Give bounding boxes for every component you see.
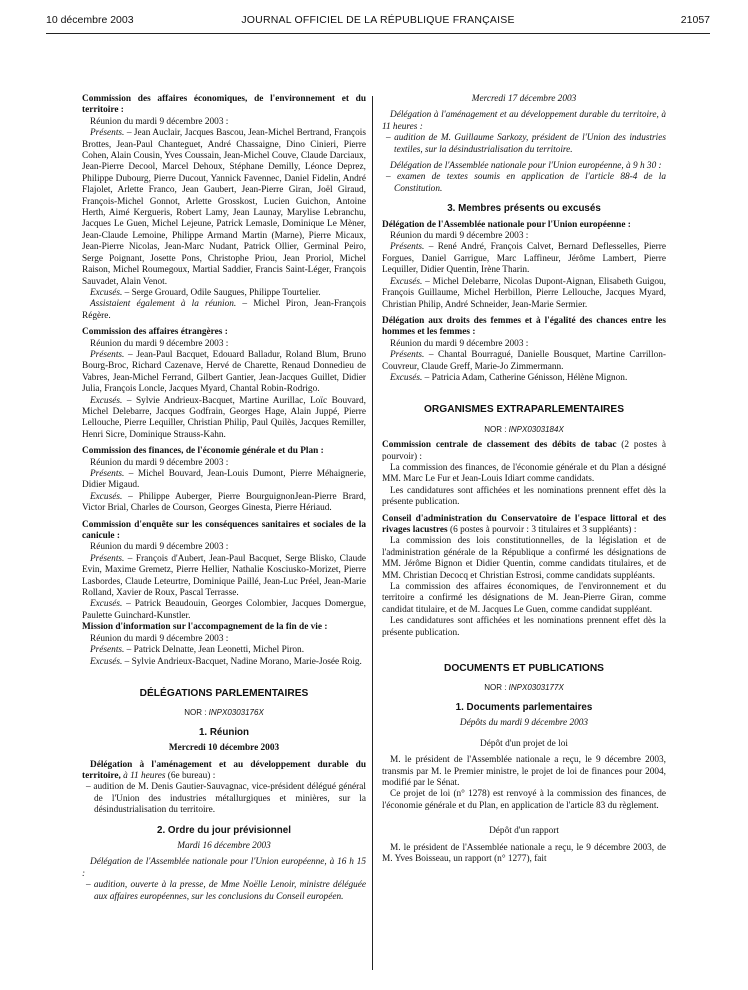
delegation-title: Délégation de l'Assemblée nationale pour l'Union européenne : bbox=[382, 219, 631, 230]
meeting-line: Réunion du mardi 9 décembre 2003 : bbox=[90, 116, 229, 127]
present-list: Présents. – Michel Bouvard, Jean-Louis Dumont, Pierre Méhaignerie, Didier Migaud. bbox=[82, 469, 366, 491]
mission-title: Mission d'information sur l'accompagnement de la fin de vie : bbox=[82, 622, 328, 633]
meeting-line: Réunion du mardi 9 décembre 2003 : bbox=[390, 338, 529, 349]
meeting-date: Mardi 16 décembre 2003 bbox=[177, 840, 271, 851]
section-heading-delegations: DÉLÉGATIONS PARLEMENTAIRES bbox=[139, 687, 309, 699]
agenda-item: – audition de M. Guillaume Sarkozy, président de l'Union des industries textiles, sur la désindustrialisation du territoire. bbox=[386, 133, 666, 155]
body-paragraph: Les candidatures sont affichées et les nominations prennent effet dès la présente publication. bbox=[382, 616, 666, 638]
nor-reference: NOR : INPX0303184X bbox=[484, 424, 564, 434]
organism-title: Conseil d'administration du Conservatoire de l'espace littoral et des rivages lacustres (6 postes à pourvoir : 3 titulaires et 3 suppléants) : bbox=[382, 513, 666, 535]
attending-list: Assistaient également à la réunion. – Michel Piron, Jean-François Régère. bbox=[82, 299, 366, 321]
present-list: Présents. – François d'Aubert, Jean-Paul Bacquet, Serge Blisko, Claude Evin, Maxime Gremetz, Pierre Hellier, Nathalie Kosciusko-Morizet, Pierre Lasbordes, Claude Leteurtre, Dominique Paillé, Jean-Luc Préel, Jean-Marie Rolland, Xavier de Roux, Pascal Terrasse. bbox=[82, 553, 366, 599]
subsection-heading: 1. Réunion bbox=[198, 726, 250, 738]
deposit-date: Dépôts du mardi 9 décembre 2003 bbox=[459, 718, 589, 729]
meeting-line: Réunion du mardi 9 décembre 2003 : bbox=[90, 542, 229, 553]
body-paragraph: M. le président de l'Assemblée nationale a reçu, le 9 décembre 2003, transmis par M. le Premier ministre, le projet de loi de finances pour 2004, modifié par le Sénat. bbox=[382, 755, 666, 788]
excused-list: Excusés. – Philippe Auberger, Pierre BourguignonJean-Pierre Brard, Victor Brial, Charles de Courson, Georges Ginesta, Pierre Hériaud. bbox=[82, 491, 366, 514]
present-list: Présents. – Jean-Paul Bacquet, Edouard Balladur, Roland Blum, Bruno Bourg-Broc, Richard Cazenave, Hervé de Charette, Renaud Donnedieu de Vabres, Jean-Michel Ferrand, Gilbert Gantier, Jean-Jacques Guillet, Didier Julia, François Loncle, Jacques Myard, Chantal Robin-Rodrigo. bbox=[82, 349, 366, 395]
delegation-title: Délégation de l'Assemblée nationale pour l'Union européenne, à 9 h 30 : bbox=[390, 161, 662, 172]
organism-title: Commission centrale de classement des débits de tabac (2 postes à pourvoir) : bbox=[382, 440, 666, 462]
section-heading-documents: DOCUMENTS ET PUBLICATIONS bbox=[444, 663, 604, 675]
present-list: Présents. – Chantal Bourragué, Danielle Bousquet, Martine Carrillon-Couvreur, Claude Greff, Marie-Jo Zimmermann. bbox=[382, 350, 666, 372]
present-list: Présents. – Patrick Delnatte, Jean Leonetti, Michel Piron. bbox=[90, 645, 305, 656]
meeting-line: Réunion du mardi 9 décembre 2003 : bbox=[90, 633, 229, 644]
meeting-date: Mercredi 17 décembre 2003 bbox=[471, 94, 577, 104]
journal-title: JOURNAL OFFICIEL DE LA RÉPUBLIQUE FRANÇAISE bbox=[241, 14, 515, 26]
header-date: 10 décembre 2003 bbox=[46, 14, 134, 26]
commission-title: Commission des affaires étrangères : bbox=[82, 327, 228, 338]
meeting-line: Réunion du mardi 9 décembre 2003 : bbox=[90, 457, 229, 468]
header-rule bbox=[46, 33, 710, 34]
excused-list: Excusés. – Sylvie Andrieux-Bacquet, Martine Aurillac, Loïc Bouvard, Michel Delebarre, Jacques Godfrain, Georges Hage, Alain Juppé, Pierre Lellouche, Pierre Lequiller, Christian Philip, Paul Quilès, Jacques Remiller, Henri Sicre, Dominique Strauss-Kahn. bbox=[82, 395, 366, 440]
agenda-item: – audition de M. Denis Gautier-Sauvagnac, vice-président délégué général de l'Union des industries métallurgiques et minières, sur la désindustrialisation du territoire. bbox=[86, 782, 366, 816]
body-paragraph: M. le président de l'Assemblée nationale a reçu, le 9 décembre 2003, de M. Yves Boisseau, un rapport (n° 1277), fait bbox=[382, 842, 666, 864]
excused-list: Excusés. – Sylvie Andrieux-Bacquet, Nadine Morano, Marie-Josée Roig. bbox=[90, 656, 362, 667]
agenda-item: – audition, ouverte à la presse, de Mme Noëlle Lenoir, ministre déléguée aux affaires européennes, sur les conclusions du Conseil européen. bbox=[86, 880, 366, 902]
deposit-type: Dépôt d'un projet de loi bbox=[480, 738, 568, 749]
body-paragraph: Ce projet de loi (n° 1278) est renvoyé à la commission des finances, de l'économie générale et du Plan, en application de l'article 83 du règlement. bbox=[382, 789, 666, 811]
delegation-title: Délégation aux droits des femmes et à l'égalité des chances entre les hommes et les femmes : bbox=[382, 315, 666, 338]
delegation-title: Délégation à l'aménagement et au développement durable du territoire, à 11 heures : bbox=[382, 110, 666, 132]
delegation-title: Délégation à l'aménagement et au développement durable du territoire, à 11 heures (6e bureau) : bbox=[82, 759, 366, 781]
excused-list: Excusés. – Michel Delebarre, Nicolas Dupont-Aignan, Elisabeth Guigou, François Guillaume, Michel Herbillon, Pierre Lellouche, Jacques Myard, Christian Philip, André Schneider, Jean-Marie Sermier. bbox=[382, 276, 666, 310]
subsection-heading: 1. Documents parlementaires bbox=[455, 701, 593, 713]
nor-reference: NOR : INPX0303177X bbox=[484, 683, 564, 693]
commission-title: Commission des finances, de l'économie générale et du Plan : bbox=[82, 446, 324, 457]
left-column bbox=[82, 94, 366, 903]
body-paragraph: Les candidatures sont affichées et les nominations prennent effet dès la présente publication. bbox=[382, 485, 666, 508]
present-list: Présents. – Jean Auclair, Jacques Bascou, Jean-Michel Bertrand, François Brottes, Jean-Paul Chanteguet, André Chassaigne, Dino Cinieri, Pierre Cohen, Alain Cousin, Yves Coussain, Jean-Michel Couve, Claude Darciaux, Jean-Pierre Decool, Marcel Dehoux, Stéphane Demilly, Léonce Deprez, Philippe Dubourg, Pierre Ducout, Yannick Favennec, Daniel Fidelin, André Flajolet, Arlette Franco, Jean Gaubert, Jean-Pierre Giran, Joël Giraud, François-Michel Gonnot, Arlette Grosskost, Lucien Guichon, Antoine Herth, Aimé Kergueris, Robert Lamy, Jean Launay, Marylise Lebranchu, Jacques Le Guen, Michel Lejeune, Patrick Lemasle, Dominique Le Mèner, Jean-Claude Lemoine, Philippe Armand Martin (Marne), Pierre Micaux, Jean-Pierre Nicolas, Jean-Marc Nudant, Patrick Ollier, Germinal Peiro, Serge Poignant, Josette Pons, Christophe Priou, Jean Proriol, Michel Raison, Michel Roumegoux, Martial Saddier, Francis Saint-Léger, François Sauvadet, Alain Venot. bbox=[82, 128, 366, 287]
delegation-title: Délégation de l'Assemblée nationale pour l'Union européenne, à 16 h 15 : bbox=[82, 857, 366, 879]
page-header bbox=[46, 14, 710, 30]
subsection-heading: 3. Membres présents ou excusés bbox=[447, 203, 601, 215]
body-paragraph: La commission des finances, de l'économie générale et du Plan a désigné MM. Marc Le Fur et Jean-Louis Idiart comme candidats. bbox=[382, 462, 666, 485]
commission-title: Commission d'enquête sur les conséquences sanitaires et sociales de la canicule : bbox=[82, 519, 366, 542]
agenda-item: – examen de textes soumis en application de l'article 88-4 de la Constitution. bbox=[386, 172, 666, 194]
column-divider bbox=[372, 96, 373, 970]
deposit-type: Dépôt d'un rapport bbox=[489, 826, 559, 837]
body-paragraph: La commission des affaires économiques, de l'environnement et du territoire a confirmé les désignations de M. Jean-Pierre Giran, comme candidat titulaire, et de M. Jacques Le Guen, comme candidat suppléant. bbox=[382, 582, 666, 615]
commission-title: Commission des affaires économiques, de l'environnement et du territoire : bbox=[82, 94, 366, 116]
meeting-date: Mercredi 10 décembre 2003 bbox=[168, 743, 280, 754]
meeting-line: Réunion du mardi 9 décembre 2003 : bbox=[390, 231, 529, 242]
meeting-line: Réunion du mardi 9 décembre 2003 : bbox=[90, 338, 229, 349]
page-number: 21057 bbox=[680, 14, 710, 26]
excused-list: Excusés. – Patricia Adam, Catherine Génisson, Hélène Mignon. bbox=[390, 372, 628, 383]
right-column bbox=[382, 94, 666, 865]
body-paragraph: La commission des lois constitutionnelles, de la législation et de l'administration générale de la République a confirmé les désignations de MM. Jérôme Bignon et Didier Quentin, comme candidats titulaires, et de MM. Christian Decocq et Christian Estrosi, comme candidats suppléants. bbox=[382, 536, 666, 581]
nor-reference: NOR : INPX0303176X bbox=[184, 708, 264, 718]
excused-list: Excusés. – Patrick Beaudouin, Georges Colombier, Jacques Domergue, Paulette Guinchard-Kunstler. bbox=[82, 599, 366, 621]
section-heading-organismes: ORGANISMES EXTRAPARLEMENTAIRES bbox=[424, 404, 624, 416]
present-list: Présents. – René André, François Calvet, Bernard Deflesselles, Pierre Forgues, Daniel Garrigue, Marc Laffineur, Jérôme Lambert, Pierre Lequiller, Didier Quentin, Irène Tharin. bbox=[382, 242, 666, 276]
excused-list: Excusés. – Serge Grouard, Odile Saugues, Philippe Tourtelier. bbox=[90, 287, 321, 298]
subsection-heading: 2. Ordre du jour prévisionnel bbox=[157, 824, 291, 836]
